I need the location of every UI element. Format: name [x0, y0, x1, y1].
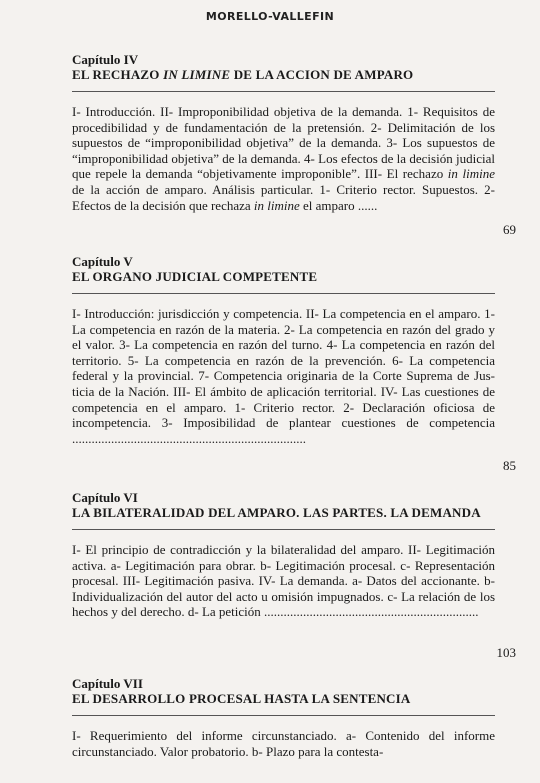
chapter-contents: I- Introducción: jurisdicción y competencia. II- La competencia en el amparo. 1- La competencia en razón de la materia. 2- La competencia en razón del grado y el valor. 3- La competencia en razón del turno. 4- La competencia en razón del territorio. 5- La competencia en razón de la prevención. 6- La competencia federal y la provincial. 7- Competencia originaria de la Corte Suprema de Justicia de la Nación. III- El ámbito de aplicación territorial. IV- Las cuestiones de competencia en el amparo. 1- Criterio rector. 2- Declaración oficiosa de incompetencia. 3- Imposibilidad de plantear cuestiones de competencia ........................................................................: [72, 306, 495, 446]
chapter-title: EL DESARROLLO PROCESAL HASTA LA SENTENCIA: [72, 691, 411, 706]
page-number: 85: [503, 458, 516, 473]
divider: [72, 293, 495, 294]
chapter-vi: [72, 490, 495, 620]
chapter-contents: I- Introducción. II- Improponibilidad objetiva de la demanda. 1- Requisitos de procedibilidad y de fundamentación de la pretensión. 2- Delimitación de los supuestos de “improponibilidad objetiva” de la demanda. 3- Los supuestos de “improponibilidad objetiva” de la demanda. 4- Los efectos de la decisión judicial que repele la demanda “objetivamente improponible”. III- El rechazo in limine de la acción de amparo. Análisis particular. 1- Criterio rector. Supuestos. 2- Efectos de la decisión que rechaza in limine el amparo ......: [72, 104, 495, 213]
chapter-title: LA BILATERALIDAD DEL AMPARO. LAS PARTES. LA DEMANDA: [72, 505, 481, 520]
chapter-vii: [72, 676, 495, 759]
chapter-label: Capítulo VI: [72, 490, 138, 505]
running-head: MORELLO-VALLEFIN: [205, 10, 335, 23]
chapter-title: EL ORGANO JUDICIAL COMPETENTE: [72, 269, 318, 284]
chapter-contents: I- Requerimiento del informe circunstanciado. a- Contenido del informe circunstanciado. Valor probatorio. b- Plazo para la contesta-: [72, 728, 495, 759]
chapter-title: EL RECHAZO IN LIMINE DE LA ACCION DE AMPARO: [72, 67, 414, 82]
chapter-v: [72, 254, 495, 446]
chapter-label: Capítulo V: [72, 254, 133, 269]
chapter-iv: [72, 52, 495, 213]
divider: [72, 529, 495, 530]
page-number: 103: [496, 645, 516, 660]
page-number: 69: [503, 222, 516, 237]
chapter-label: Capítulo VII: [72, 676, 143, 691]
chapter-label: Capítulo IV: [72, 52, 139, 67]
divider: [72, 715, 495, 716]
divider: [72, 91, 495, 92]
chapter-contents: I- El principio de contradicción y la bilateralidad del amparo. II- Legitimación activa. a- Legitimación para obrar. b- Legitimación procesal. c- Representación procesal. III- Legitimación pasiva. IV- La demanda. a- Datos del accionante. b- Individualización del autor del acto u omisión impugnados. c- La relación de los hechos y del derecho. d- La petición ..................................................................: [72, 542, 495, 620]
